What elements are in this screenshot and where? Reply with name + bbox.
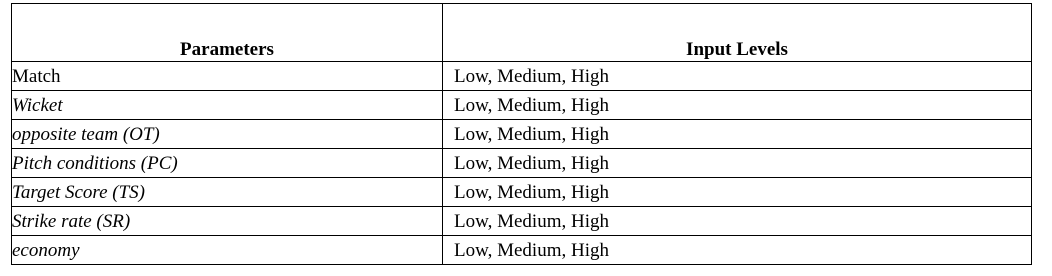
levels-cell: Low, Medium, High bbox=[443, 178, 1032, 207]
parameter-cell: Pitch conditions (PC) bbox=[12, 149, 443, 178]
parameters-table bbox=[11, 3, 1032, 265]
table-row bbox=[12, 91, 1032, 120]
header-parameters: Parameters bbox=[12, 4, 443, 62]
parameter-cell: Target Score (TS) bbox=[12, 178, 443, 207]
table-row bbox=[12, 149, 1032, 178]
parameter-cell: Strike rate (SR) bbox=[12, 207, 443, 236]
table-row bbox=[12, 178, 1032, 207]
table-row bbox=[12, 120, 1032, 149]
levels-cell: Low, Medium, High bbox=[443, 62, 1032, 91]
table-row bbox=[12, 236, 1032, 265]
table-row bbox=[12, 62, 1032, 91]
levels-cell: Low, Medium, High bbox=[443, 120, 1032, 149]
table-row bbox=[12, 207, 1032, 236]
parameter-cell: economy bbox=[12, 236, 443, 265]
parameter-cell: Match bbox=[12, 62, 443, 91]
table-header-row bbox=[12, 4, 1032, 62]
levels-cell: Low, Medium, High bbox=[443, 149, 1032, 178]
levels-cell: Low, Medium, High bbox=[443, 91, 1032, 120]
levels-cell: Low, Medium, High bbox=[443, 207, 1032, 236]
parameter-cell: Wicket bbox=[12, 91, 443, 120]
levels-cell: Low, Medium, High bbox=[443, 236, 1032, 265]
parameter-cell: opposite team (OT) bbox=[12, 120, 443, 149]
header-input-levels: Input Levels bbox=[443, 4, 1032, 62]
